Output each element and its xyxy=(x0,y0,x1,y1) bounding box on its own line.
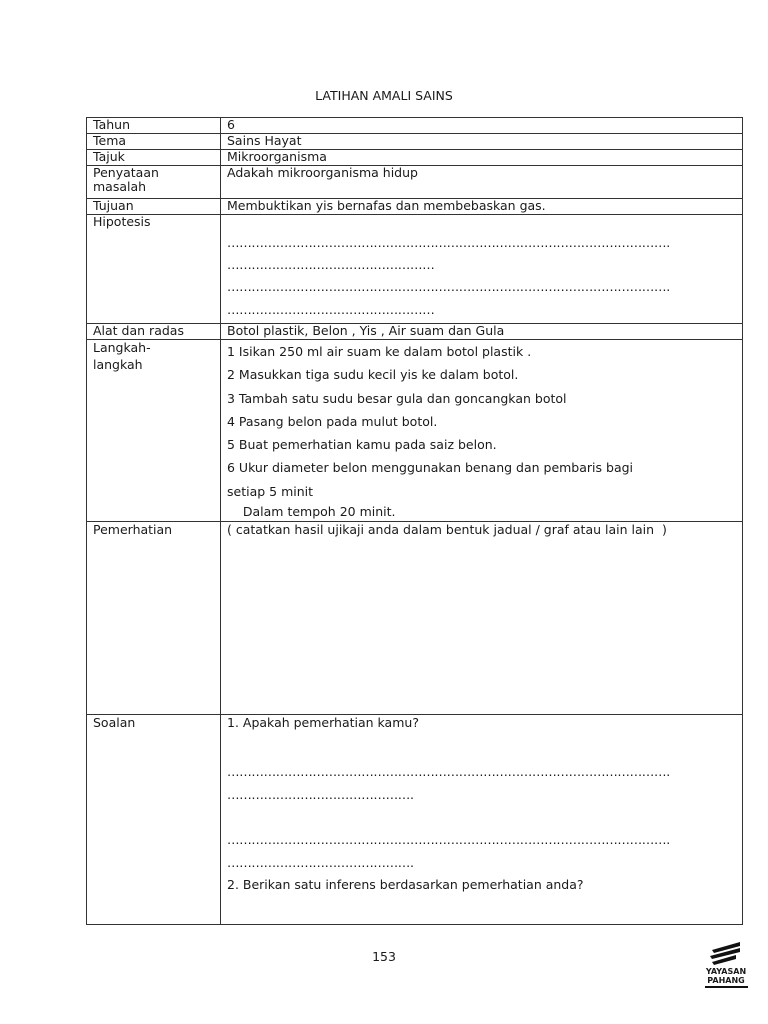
row-tema xyxy=(87,134,743,150)
logo-text-line1: YAYASAN xyxy=(705,967,747,976)
row-pemerhatian xyxy=(87,522,743,715)
label-tema: Tema xyxy=(87,134,221,150)
answer-line: ………………………………………………………………………………………………. xyxy=(227,764,670,780)
row-soalan xyxy=(87,715,743,925)
label-penyataan-line2: masalah xyxy=(93,179,147,194)
step-item: 5 Buat pemerhatian kamu pada saiz belon. xyxy=(227,437,497,453)
label-penyataan-line1: Penyataan xyxy=(93,165,159,180)
answer-line: ………………………………………………………………………………………………. xyxy=(227,279,670,294)
step-item: 4 Pasang belon pada mulut botol. xyxy=(227,413,438,429)
row-hipotesis xyxy=(87,215,743,324)
answer-line: ………………………………………. xyxy=(227,855,414,871)
page-title: LATIHAN AMALI SAINS xyxy=(315,88,453,103)
logo-text-line2: PAHANG xyxy=(707,976,745,985)
answer-line: ………………………………………. xyxy=(227,787,414,803)
step-item: 3 Tambah satu sudu besar gula dan goncangkan botol xyxy=(227,390,567,406)
pemerhatian-instruction: ( catatkan hasil ujikaji anda dalam bentuk jadual / graf atau lain lain ) xyxy=(227,522,667,538)
label-penyataan xyxy=(87,166,221,199)
row-tujuan xyxy=(87,199,743,215)
worksheet-table xyxy=(86,117,743,925)
label-hipotesis: Hipotesis xyxy=(87,215,221,324)
value-penyataan: Adakah mikroorganisma hidup xyxy=(221,166,743,199)
label-langkah xyxy=(87,340,221,522)
pemerhatian-answer-area[interactable] xyxy=(221,522,743,715)
label-pemerhatian: Pemerhatian xyxy=(87,522,221,715)
label-tahun: Tahun xyxy=(87,118,221,134)
label-alat: Alat dan radas xyxy=(87,324,221,340)
step-item: 2 Masukkan tiga sudu kecil yis ke dalam botol. xyxy=(227,367,519,383)
value-tujuan: Membuktikan yis bernafas dan membebaskan gas. xyxy=(221,199,743,215)
question-2: 2. Berikan satu inferens berdasarkan pemerhatian anda? xyxy=(227,877,584,893)
value-tajuk: Mikroorganisma xyxy=(221,150,743,166)
value-tahun: 6 xyxy=(221,118,743,134)
value-alat: Botol plastik, Belon , Yis , Air suam dan Gula xyxy=(221,324,743,340)
row-penyataan xyxy=(87,166,743,199)
value-tema: Sains Hayat xyxy=(221,134,743,150)
answer-line: …………………………………………… xyxy=(227,302,435,317)
label-soalan: Soalan xyxy=(87,715,221,925)
row-tajuk xyxy=(87,150,743,166)
step-item: setiap 5 minit xyxy=(227,483,314,499)
label-langkah-line1: Langkah- xyxy=(93,340,151,355)
row-tahun xyxy=(87,118,743,134)
label-langkah-line2: langkah xyxy=(93,357,143,372)
step-item: 1 Isikan 250 ml air suam ke dalam botol plastik . xyxy=(227,344,532,359)
logo-underline xyxy=(705,986,748,988)
label-tajuk: Tajuk xyxy=(87,150,221,166)
answer-line: ………………………………………………………………………………………………. xyxy=(227,832,670,848)
answer-line: ………………………………………………………………………………………………. xyxy=(227,235,670,250)
soalan-answer-area[interactable] xyxy=(221,715,743,925)
answer-line: …………………………………………… xyxy=(227,257,435,272)
step-item: 6 Ukur diameter belon menggunakan benang dan pembaris bagi xyxy=(227,460,634,476)
label-tujuan: Tujuan xyxy=(87,199,221,215)
step-item: Dalam tempoh 20 minit. xyxy=(227,504,396,520)
question-1: 1. Apakah pemerhatian kamu? xyxy=(227,715,419,731)
row-langkah xyxy=(87,340,743,522)
row-alat xyxy=(87,324,743,340)
page-number: 153 xyxy=(372,949,396,964)
hipotesis-answer-area[interactable] xyxy=(221,215,743,324)
steps-list xyxy=(221,340,743,522)
